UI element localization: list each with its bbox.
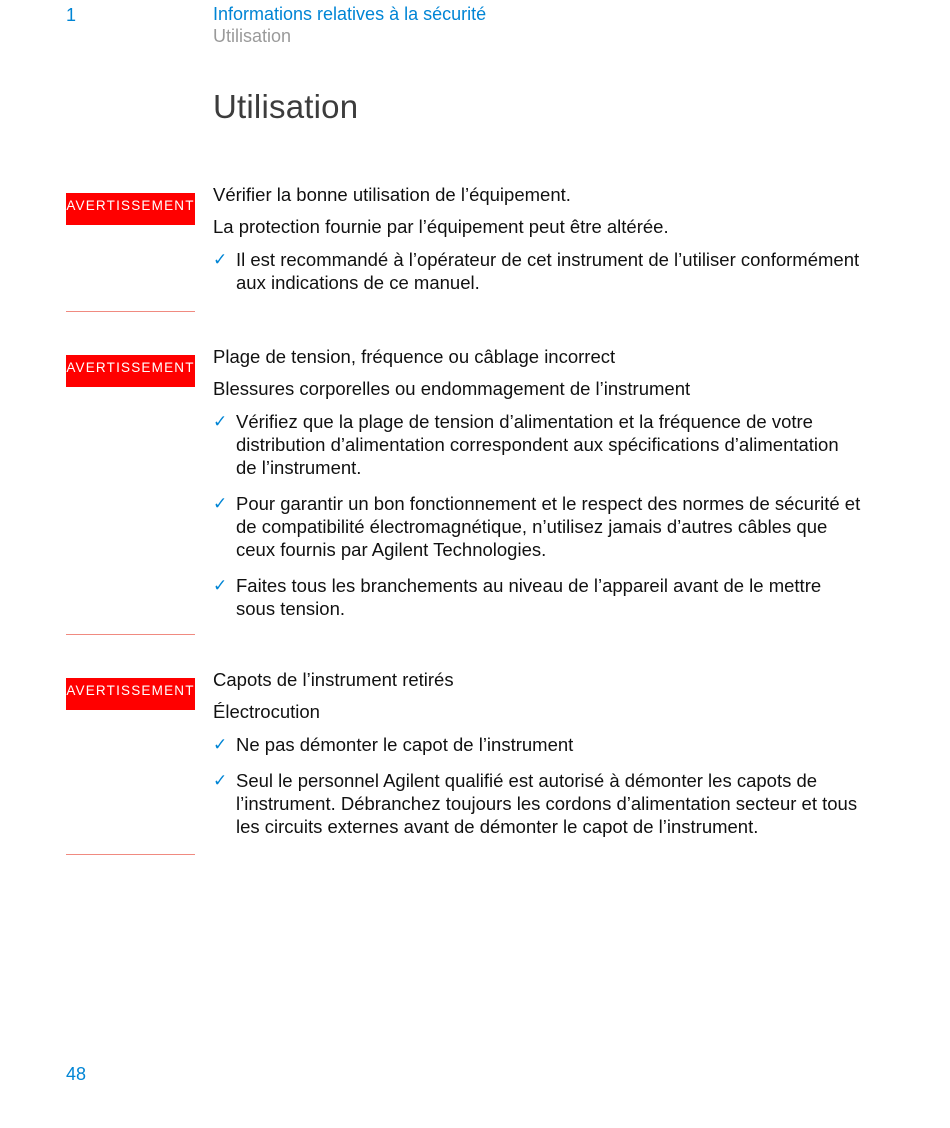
warning-title: Capots de l’instrument retirés — [213, 669, 454, 690]
step-text: Seul le personnel Agilent qualifié est autorisé à démonter les capots de l’instrument. Débranchez toujours les cordons d’alimentation secteur et tous les circuits externes avant de démonter le capot de l’instrument. — [236, 770, 858, 837]
warning-consequence: Blessures corporelles ou endommagement de l’instrument — [213, 378, 691, 399]
warning-badge: AVERTISSEMENT — [66, 678, 195, 710]
warning-consequence: La protection fournie par l’équipement peut être altérée. — [213, 216, 669, 237]
step-text: Il est recommandé à l’opérateur de cet instrument de l’utiliser conformément aux indications de ce manuel. — [236, 249, 860, 293]
warning-steps — [213, 410, 863, 620]
warning-divider — [66, 854, 195, 855]
check-icon: ✓ — [213, 250, 228, 269]
warning-badge: AVERTISSEMENT — [66, 355, 195, 387]
step-text: Vérifiez que la plage de tension d’alimentation et la fréquence de votre distribution d’alimentation correspondent aux spécifications d’alimentation de l’instrument. — [236, 411, 839, 478]
step-text: Pour garantir un bon fonctionnement et le respect des normes de sécurité et de compatibilité électromagnétique, n’utilisez jamais d’autres câbles que ceux fournis par Agilent Technologies. — [236, 493, 861, 560]
warning-body — [213, 669, 863, 851]
warning-divider — [66, 311, 195, 312]
warning-steps — [213, 248, 863, 294]
running-header-subtitle: Utilisation — [213, 26, 292, 46]
step-text: Faites tous les branchements au niveau de l’appareil avant de le mettre sous tension. — [236, 575, 822, 619]
chapter-number: 1 — [66, 5, 77, 25]
warning-step — [213, 410, 863, 479]
warning-step — [213, 492, 863, 561]
warning-body — [213, 184, 863, 307]
warning-step — [213, 574, 863, 620]
check-icon: ✓ — [213, 735, 228, 754]
warning-steps — [213, 733, 863, 838]
warning-badge: AVERTISSEMENT — [66, 193, 195, 225]
warning-step — [213, 248, 863, 294]
warning-consequence: Électrocution — [213, 701, 320, 722]
warning-step — [213, 733, 863, 756]
check-icon: ✓ — [213, 576, 228, 595]
section-title: Utilisation — [213, 88, 359, 125]
check-icon: ✓ — [213, 494, 228, 513]
page-number: 48 — [66, 1064, 87, 1084]
check-icon: ✓ — [213, 771, 228, 790]
check-icon: ✓ — [213, 412, 228, 431]
warning-step — [213, 769, 863, 838]
warning-body — [213, 346, 863, 633]
warning-divider — [66, 634, 195, 635]
warning-title: Plage de tension, fréquence ou câblage incorrect — [213, 346, 616, 367]
step-text: Ne pas démonter le capot de l’instrument — [236, 734, 574, 755]
running-header-title: Informations relatives à la sécurité — [213, 4, 487, 24]
warning-title: Vérifier la bonne utilisation de l’équipement. — [213, 184, 571, 205]
